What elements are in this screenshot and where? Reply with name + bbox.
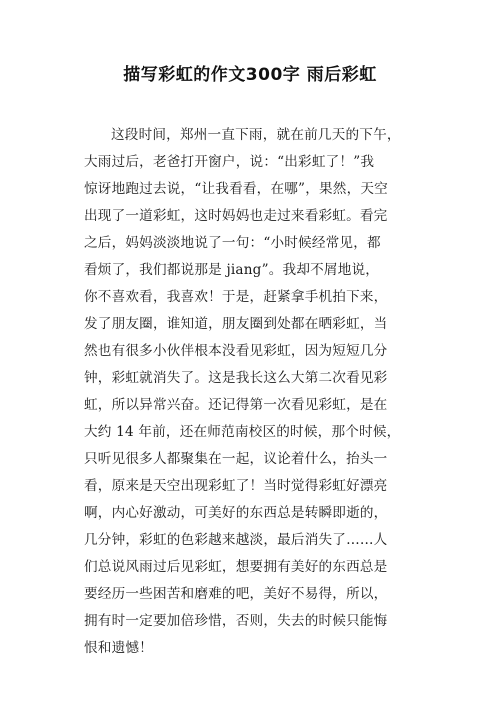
paragraph-line: 惊讶地跑过去说，“让我看看，在哪”，果然，天空 [84, 181, 388, 197]
paragraph-line: 几分钟，彩虹的色彩越来越淡，最后消失了……人 [84, 532, 388, 548]
paragraph-line: 大雨过后，老爸打开窗户，说：“出彩虹了！”我 [84, 154, 375, 170]
paragraph-line: 之后，妈妈淡淡地说了一句：“小时候经常见，都 [84, 235, 381, 251]
paragraph-line: 大约 14 年前，还在师范南校区的时候，那个时候， [84, 424, 401, 440]
paragraph-line: 然也有很多小伙伴根本没看见彩虹，因为短短几分 [84, 343, 388, 359]
paragraph-line: 这段时间，郑州一直下雨，就在前几天的下午， [111, 127, 401, 143]
paragraph-line: 恨和遗憾！ [84, 640, 153, 656]
paragraph-line: 钟，彩虹就消失了。这是我长这么大第二次看见彩 [84, 370, 388, 386]
paragraph-line: 虹，所以异常兴奋。还记得第一次看见彩虹，是在 [84, 397, 388, 413]
paragraph-line: 要经历一些困苦和磨难的吧，美好不易得，所以， [84, 586, 388, 602]
paragraph-line: 发了朋友圈，谁知道，朋友圈到处都在晒彩虹，当 [84, 316, 388, 332]
paragraph-line: 只听见很多人都聚集在一起，议论着什么，抬头一 [84, 451, 388, 467]
document-title: 描写彩虹的作文300字 雨后彩虹 [123, 65, 377, 85]
document-body [84, 122, 429, 662]
paragraph-line: 你不喜欢看，我喜欢！于是，赶紧拿手机拍下来， [84, 289, 388, 305]
paragraph-line: 拥有时一定要加倍珍惜，否则，失去的时候只能悔 [84, 613, 388, 629]
paragraph-line: 们总说风雨过后见彩虹，想要拥有美好的东西总是 [84, 559, 388, 575]
paragraph-line: 出现了一道彩虹，这时妈妈也走过来看彩虹。看完 [84, 208, 388, 224]
paragraph-line: 啊，内心好激动，可美好的东西总是转瞬即逝的， [84, 505, 388, 521]
paragraph-line: 看烦了，我们都说那是 jiang”。我却不屑地说， [84, 262, 380, 278]
paragraph-line: 看，原来是天空出现彩虹了！当时觉得彩虹好漂亮 [84, 478, 388, 494]
